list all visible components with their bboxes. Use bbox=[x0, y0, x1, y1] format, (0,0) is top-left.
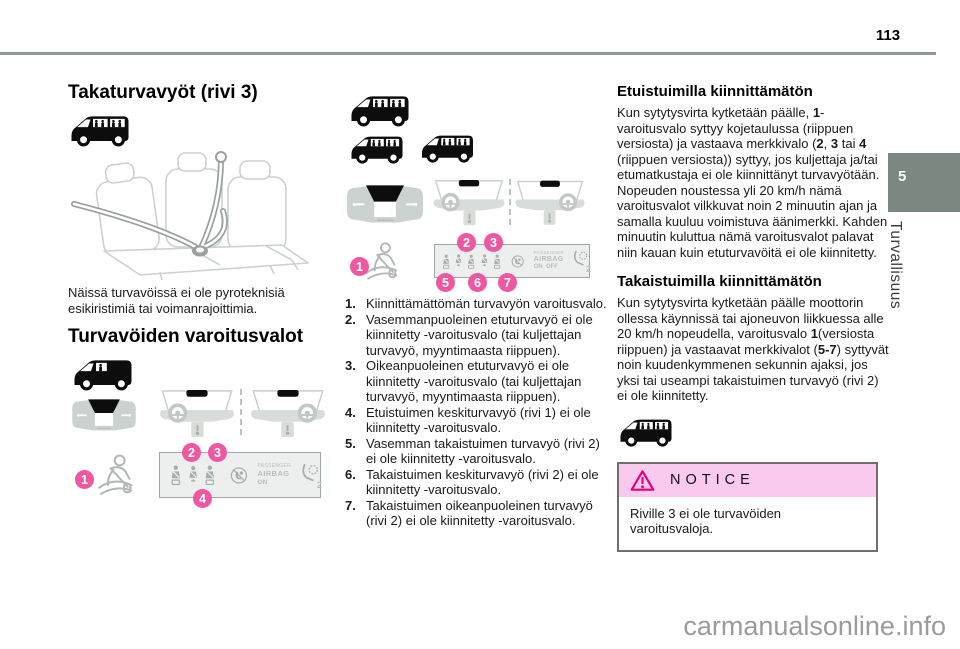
no-airbag-icon bbox=[511, 252, 524, 271]
airbag-level-number: 2 bbox=[316, 479, 322, 490]
callout-badge: 2 bbox=[457, 233, 476, 252]
windshield-rhd-icon bbox=[514, 179, 586, 229]
heading-rear-seat-belts: Takaturvavyöt (rivi 3) bbox=[68, 82, 258, 103]
passenger-van-icon bbox=[348, 131, 406, 165]
airbag-mode-label: ON bbox=[257, 478, 268, 486]
belt-pictogram-icon bbox=[442, 251, 450, 272]
passenger-airbag-label bbox=[534, 251, 564, 271]
belt-pictogram-icon bbox=[170, 462, 182, 488]
callout-badge: 2 bbox=[182, 443, 201, 462]
callout-badge: 7 bbox=[498, 273, 517, 292]
list-item bbox=[345, 296, 607, 312]
watermark-text: carmanualsonline.info bbox=[683, 611, 946, 641]
heading-front-unfastened: Etuistuimilla kiinnittämätön bbox=[617, 83, 813, 100]
chapter-tab bbox=[888, 153, 960, 212]
passenger-van-icon bbox=[617, 414, 675, 448]
front-unfastened-paragraph: Kun sytytysvirta kytketään päälle, 1-varoitusvalo syttyy kojetaulussa (riippuen versiosta) ja vastaava merkkivalo (2, 3 tai 4 (riippuen versiosta)) syttyy, jos kuljettaja ja/tai etumatkustaja ei ole kiinnittänyt turvavyötään. Nopeuden noustessa yli 20 km/h nämä varoitusvalot vilkkuvat noin 2 minuutin ajan ja samalla kuuluu voimistuva äänimerkki. Kahden minuutin kuluttua nämä varoitusvalot palavat niin kauan kuin etuturvavöitä ei ole kiinnitetty. bbox=[617, 105, 888, 260]
belt-pictogram-icon bbox=[187, 462, 199, 488]
list-item-text: Vasemman takaistuimen turvavyö (rivi 2) ei ole kiinnitetty -varoitusvalo. bbox=[366, 435, 600, 466]
airbag-level-indicator bbox=[572, 250, 592, 274]
belt-pictogram-icon bbox=[467, 251, 475, 272]
callout-badge: 1 bbox=[75, 470, 94, 489]
list-item-number: 3. bbox=[345, 358, 356, 373]
callout-badge: 4 bbox=[193, 489, 212, 508]
list-item bbox=[345, 405, 607, 436]
notice-header bbox=[619, 464, 876, 497]
list-item-number: 4. bbox=[345, 404, 356, 420]
right-column bbox=[617, 83, 890, 552]
warning-triangle-icon bbox=[630, 469, 655, 492]
dashed-divider bbox=[509, 179, 511, 225]
instrument-cluster-icon bbox=[344, 180, 426, 227]
callout-badge: 5 bbox=[436, 273, 455, 292]
list-item-text: Etuistuimen keskiturvavyö (rivi 1) ei ole kiinnitetty -varoitusvalo. bbox=[366, 404, 591, 435]
dashboard-views-left-column bbox=[157, 389, 331, 441]
callout-badge: 3 bbox=[208, 443, 227, 462]
notice-text: Riville 3 ei ole turvavöiden varoitusvaloja. bbox=[630, 505, 782, 536]
dashboard-views-middle-column bbox=[432, 179, 586, 229]
instrument-cluster-icon bbox=[70, 391, 138, 438]
van-wrap bbox=[617, 414, 890, 453]
list-item-text: Vasemmanpuoleinen etuturvavyö ei ole kiinnitetty -varoitusvalo (tai kuljettajan turvavyö, myyntimaasta riippuen). bbox=[366, 311, 593, 358]
list-item bbox=[345, 436, 607, 467]
notice-box bbox=[617, 462, 878, 552]
dashed-divider bbox=[240, 389, 242, 435]
list-item-text: Kiinnittämättömän turvavyön varoitusvalo. bbox=[366, 296, 607, 311]
list-item bbox=[345, 467, 607, 498]
airbag-level-number: 2 bbox=[586, 264, 592, 274]
airbag-level-indicator bbox=[300, 463, 320, 488]
seatbelt-warning-icon bbox=[92, 452, 142, 502]
belt-pictogram-icon bbox=[480, 250, 489, 272]
list-item-number: 1. bbox=[345, 296, 356, 311]
no-airbag-icon bbox=[230, 464, 248, 487]
passenger-label: PASSENGER bbox=[257, 463, 291, 470]
list-item-number: 5. bbox=[345, 435, 356, 451]
warning-lights-legend-list bbox=[345, 296, 607, 529]
list-item bbox=[345, 312, 607, 359]
chapter-title-vertical: Turvallisuus bbox=[887, 221, 904, 310]
callout-badge: 6 bbox=[468, 273, 487, 292]
list-item-text: Oikeanpuoleinen etuturvavyö ei ole kiinnitetty -varoitusvalo (tai kuljettajan turvavyö, myyntimaasta riippuen). bbox=[366, 358, 582, 404]
passenger-van-icon bbox=[68, 110, 132, 148]
airbag-mode-label: ON OFF bbox=[533, 264, 558, 271]
list-item-text: Takaistuimen keskiturvavyö (rivi 2) ei ole kiinnitetty -varoitusvalo. bbox=[366, 466, 599, 497]
passenger-van-icon bbox=[417, 130, 478, 164]
windshield-rhd-icon bbox=[245, 389, 331, 441]
belt-pictogram-icon bbox=[204, 462, 216, 488]
airbag-label: AIRBAG bbox=[533, 255, 564, 263]
list-item-number: 7. bbox=[345, 497, 356, 513]
panel-van-icon bbox=[71, 354, 135, 392]
rear-unfastened-paragraph: Kun sytytysvirta kytketään päälle moottorin ollessa käynnissä tai ajoneuvon liikkuessa alle 20 km/h nopeudella, varoitusvalo 1(versiosta riippuen) ja vastaavat merkkivalot (5-7) syttyvät noin kuudenkymmenen sekunnin ajaksi, jos yksi tai useampi takaistuimen turvavyö (rivi 2) ei ole kiinnitetty. bbox=[617, 295, 889, 403]
belt-warning-panel-full bbox=[434, 244, 590, 278]
rear-seats-belt-illustration bbox=[70, 147, 315, 285]
heading-belt-warning-lights: Turvavöiden varoitusvalot bbox=[68, 326, 304, 347]
windshield-lhd-icon bbox=[432, 179, 506, 229]
list-item bbox=[345, 498, 607, 529]
callout-badge: 1 bbox=[350, 257, 369, 276]
list-item-number: 6. bbox=[345, 466, 356, 482]
windshield-lhd-icon bbox=[157, 389, 237, 441]
passenger-label: PASSENGER bbox=[533, 250, 565, 256]
airbag-label: AIRBAG bbox=[257, 468, 290, 478]
belt-warning-panel-front bbox=[159, 452, 321, 498]
belt-pictogram-icon bbox=[493, 251, 501, 272]
chapter-number: 5 bbox=[898, 168, 907, 185]
header-rule bbox=[0, 52, 936, 55]
passenger-airbag-label bbox=[258, 464, 291, 486]
callout-badge: 3 bbox=[484, 233, 503, 252]
page-number: 113 bbox=[875, 27, 901, 44]
list-item-number: 2. bbox=[345, 311, 356, 327]
pyrotechnic-note: Näissä turvavöissä ei ole pyroteknisiä esikiristimiä tai voimanrajoittimia. bbox=[68, 285, 285, 316]
heading-rear-unfastened: Takaistuimilla kiinnittämätön bbox=[617, 273, 822, 290]
passenger-van-icon bbox=[347, 90, 413, 128]
notice-title: NOTICE bbox=[670, 472, 755, 488]
list-item bbox=[345, 358, 607, 405]
list-item-text: Takaistuimen oikeanpuoleinen turvavyö (rivi 2) ei ole kiinnitetty -varoitusvalo. bbox=[366, 497, 593, 528]
belt-pictogram-icon bbox=[454, 250, 463, 272]
